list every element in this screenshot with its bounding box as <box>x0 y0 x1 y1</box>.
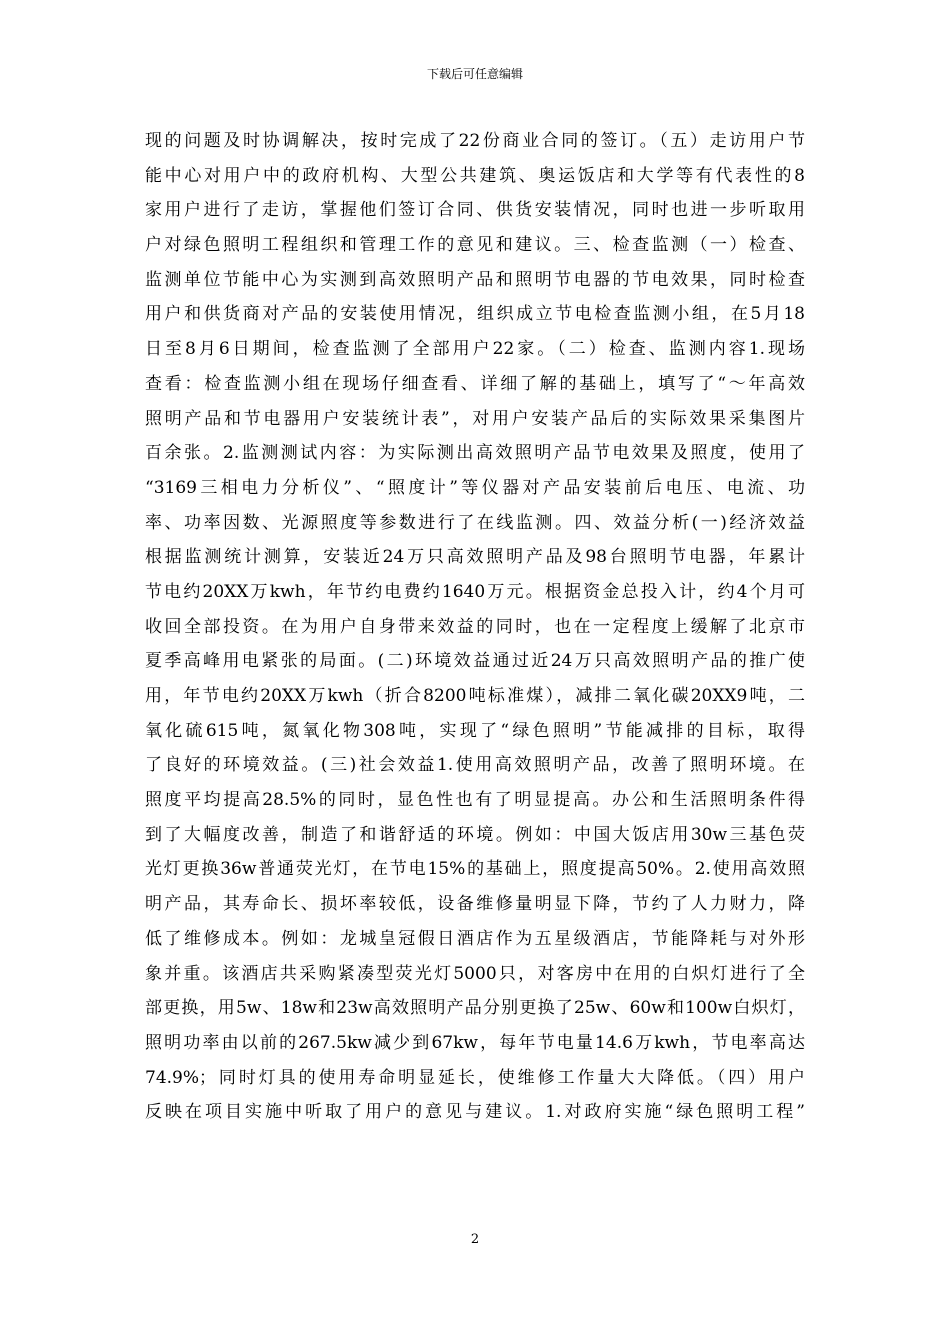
page-header: 下载后可任意编辑 <box>426 67 523 81</box>
text-line: 了良好的环境效益。(三)社会效益1.使用高效照明产品，改善了照明环境。在 <box>145 755 805 776</box>
text-line: 氧化硫615吨，氮氧化物308吨，实现了“绿色照明”节能减排的目标，取得 <box>145 720 805 741</box>
text-line: 根据监测统计测算，安装近24万只高效照明产品及98台照明节电器，年累计 <box>145 547 805 568</box>
text-line: 率、功率因数、光源照度等参数进行了在线监测。四、效益分析(一)经济效益 <box>145 512 805 533</box>
text-line: 74.9%；同时灯具的使用寿命明显延长，使维修工作量大大降低。（四）用户 <box>145 1067 805 1088</box>
text-line: 象并重。该酒店共采购紧凑型荧光灯5000只，对客房中在用的白炽灯进行了全 <box>145 963 805 984</box>
text-line: 照明功率由以前的267.5kw减少到67kw，每年节电量14.6万kwh，节电率高达 <box>145 1032 805 1053</box>
text-line: 照度平均提高28.5%的同时，显色性也有了明显提高。办公和生活照明条件得 <box>145 790 805 811</box>
text-line: 用户和供货商对产品的安装使用情况，组织成立节电检查监测小组，在5月18 <box>145 304 805 325</box>
text-line: 收回全部投资。在为用户自身带来效益的同时，也在一定程度上缓解了北京市 <box>145 616 805 637</box>
text-line: 户对绿色照明工程组织和管理工作的意见和建议。三、检查监测（一）检查、 <box>145 235 805 256</box>
text-line: 节电约20XX万kwh，年节约电费约1640万元。根据资金总投入计，约4个月可 <box>145 581 805 602</box>
text-line: 查看：检查监测小组在现场仔细查看、详细了解的基础上，填写了“～年高效 <box>145 373 805 394</box>
text-line: 部更换，用5w、18w和23w高效照明产品分别更换了25w、60w和100w白炽灯， <box>145 998 805 1019</box>
text-line: 日至8月6日期间，检查监测了全部用户22家。（二）检查、监测内容1.现场 <box>145 339 805 360</box>
text-line: 低了维修成本。例如：龙城皇冠假日酒店作为五星级酒店，节能降耗与对外形 <box>145 928 805 949</box>
text-line: 监测单位节能中心为实测到高效照明产品和照明节电器的节电效果，同时检查 <box>145 269 805 290</box>
text-line: 明产品，其寿命长、损坏率较低，设备维修量明显下降，节约了人力财力，降 <box>145 894 805 915</box>
text-line: 用，年节电约20XX万kwh（折合8200吨标准煤），减排二氧化碳20XX9吨，二 <box>145 686 805 706</box>
text-line: 百余张。2.监测测试内容：为实际测出高效照明产品节电效果及照度，使用了 <box>145 443 805 464</box>
text-line: 反映在项目实施中听取了用户的意见与建议。1.对政府实施“绿色照明工程” <box>145 1102 805 1123</box>
body-text <box>145 124 805 1130</box>
text-line: “3169三相电力分析仪”、“照度计”等仪器对产品安装前后电压、电流、功 <box>145 477 805 498</box>
text-line: 到了大幅度改善，制造了和谐舒适的环境。例如：中国大饭店用30w三基色荧 <box>145 824 805 845</box>
text-line: 光灯更换36w普通荧光灯，在节电15%的基础上，照度提高50%。2.使用高效照 <box>145 859 805 880</box>
page-number: 2 <box>470 1232 480 1247</box>
text-line: 能中心对用户中的政府机构、大型公共建筑、奥运饭店和大学等有代表性的8 <box>145 165 805 186</box>
text-line: 夏季高峰用电紧张的局面。(二)环境效益通过近24万只高效照明产品的推广使 <box>145 651 805 672</box>
text-line: 现的问题及时协调解决，按时完成了22份商业合同的签订。（五）走访用户节 <box>145 131 805 151</box>
text-line: 家用户进行了走访，掌握他们签订合同、供货安装情况，同时也进一步听取用 <box>145 200 805 221</box>
text-line: 照明产品和节电器用户安装统计表”，对用户安装产品后的实际效果采集图片 <box>145 408 805 429</box>
